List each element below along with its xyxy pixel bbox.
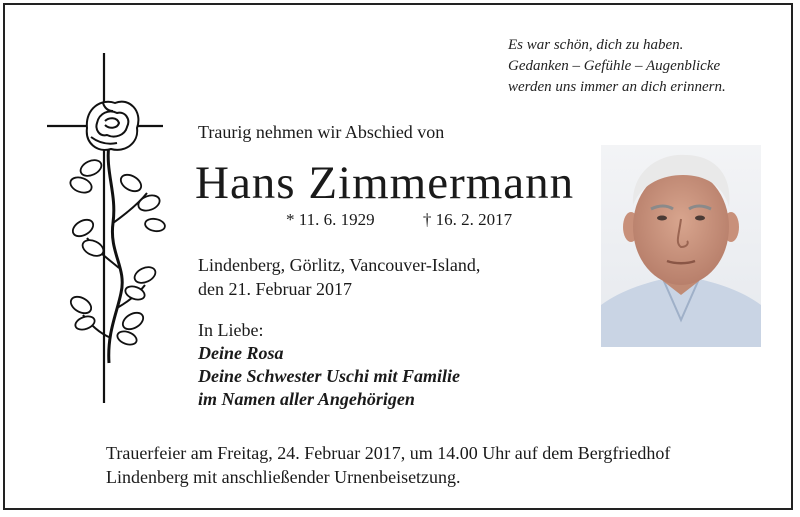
death-date: † 16. 2. 2017: [422, 210, 513, 229]
announcement-date: den 21. Februar 2017: [198, 279, 352, 299]
poem-line-1: Es war schön, dich zu haben.: [508, 37, 684, 53]
mourner-name: Deine Schwester Uschi mit Familie: [198, 366, 461, 386]
ceremony-line-2: Lindenberg mit anschließender Urnenbeisetzung.: [106, 467, 461, 487]
intro-text: Traurig nehmen wir Abschied von: [198, 122, 445, 142]
life-dates: [286, 210, 512, 230]
obituary-notice: [3, 3, 793, 510]
cross-rose-icon: [47, 53, 172, 403]
memorial-poem: [508, 35, 726, 98]
deceased-name: Hans Zimmermann: [195, 157, 575, 209]
mourner-name: Deine Rosa: [198, 343, 284, 363]
ceremony-info: [106, 441, 670, 489]
places-line: Lindenberg, Görlitz, Vancouver-Island,: [198, 255, 481, 275]
poem-line-2: Gedanken – Gefühle – Augenblicke: [508, 58, 721, 74]
poem-line-3: werden uns immer an dich erinnern.: [508, 79, 726, 95]
mourners-heading: In Liebe:: [198, 320, 264, 340]
mourner-name: im Namen aller Angehörigen: [198, 389, 415, 409]
places-and-date: [198, 253, 480, 301]
portrait-photo: [601, 145, 761, 347]
ceremony-line-1: Trauerfeier am Freitag, 24. Februar 2017, um 14.00 Uhr auf dem Bergfriedhof: [106, 443, 671, 463]
mourners-block: [198, 319, 460, 411]
birth-date: * 11. 6. 1929: [286, 210, 375, 229]
